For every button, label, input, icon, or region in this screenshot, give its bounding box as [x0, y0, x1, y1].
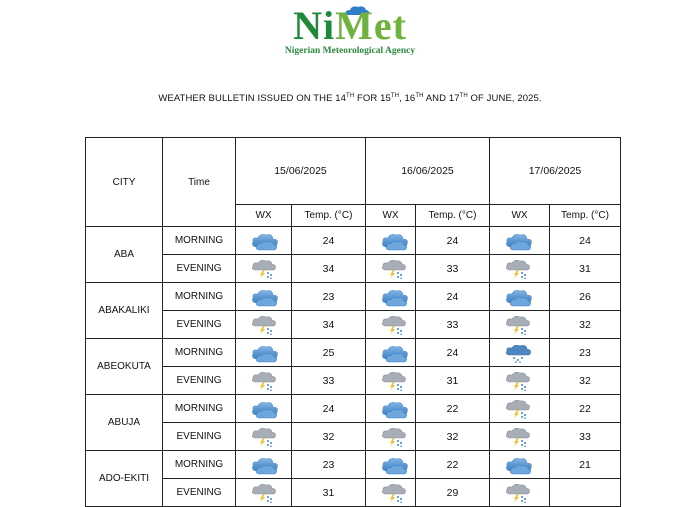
city-name: ABAKALIKI [86, 283, 163, 339]
date-header: 17/06/2025 [490, 138, 621, 205]
forecast-table [85, 137, 621, 507]
temperature-value: 25 [292, 339, 366, 367]
weather-cell [366, 255, 416, 283]
weather-cell [236, 479, 292, 507]
weather-cell [490, 367, 550, 395]
wx-column-header: WX [366, 205, 416, 227]
cloudy-icon [236, 287, 291, 307]
cloudy-icon [366, 399, 415, 419]
city-name: ABA [86, 227, 163, 283]
temperature-value: 24 [292, 395, 366, 423]
weather-cell [366, 283, 416, 311]
ordinal-suffix: TH [390, 93, 400, 99]
temperature-value: 26 [550, 283, 621, 311]
weather-cell [366, 479, 416, 507]
temp-column-header: Temp. (°C) [550, 205, 621, 227]
wx-column-header: WX [490, 205, 550, 227]
temperature-value: 31 [292, 479, 366, 507]
weather-cell [366, 451, 416, 479]
temperature-value: 31 [550, 255, 621, 283]
logo-wordmark: NiMet [293, 3, 407, 48]
temperature-value: 32 [550, 367, 621, 395]
ordinal-suffix: TH [459, 93, 468, 99]
temperature-value: 34 [292, 255, 366, 283]
table-row [86, 367, 621, 395]
weather-cell [236, 367, 292, 395]
temperature-value: 32 [292, 423, 366, 451]
nimet-logo [0, 0, 700, 62]
table-row [86, 227, 621, 255]
weather-cell [490, 395, 550, 423]
wx-column-header: WX [236, 205, 292, 227]
weather-cell [366, 367, 416, 395]
time-of-day: EVENING [163, 479, 236, 507]
weather-cell [490, 479, 550, 507]
bulletin-text: FOR 15 [354, 93, 391, 105]
weather-cell [490, 339, 550, 367]
time-of-day: EVENING [163, 311, 236, 339]
weather-cell [236, 451, 292, 479]
cloudy-icon [236, 455, 291, 475]
temperature-value: 32 [416, 423, 490, 451]
time-of-day: MORNING [163, 395, 236, 423]
temperature-value: 33 [416, 311, 490, 339]
temperature-value: 32 [550, 311, 621, 339]
bulletin-title [0, 93, 700, 104]
thunderstorm-icon [236, 427, 291, 447]
city-name: ADO-EKITI [86, 451, 163, 507]
cloudy-icon [236, 399, 291, 419]
temperature-value [550, 479, 621, 507]
bulletin-text: , 16 [399, 93, 416, 105]
bulletin-text: AND 17 [423, 93, 460, 105]
table-row [86, 311, 621, 339]
table-row [86, 255, 621, 283]
temperature-value: 33 [292, 367, 366, 395]
temperature-value: 24 [416, 227, 490, 255]
time-of-day: EVENING [163, 423, 236, 451]
thunderstorm-icon [490, 259, 549, 279]
time-of-day: MORNING [163, 283, 236, 311]
rain-icon [490, 343, 549, 363]
temperature-value: 33 [550, 423, 621, 451]
table-row [86, 339, 621, 367]
weather-cell [490, 283, 550, 311]
bulletin-text: OF JUNE, 2025. [467, 93, 542, 105]
weather-cell [490, 255, 550, 283]
temperature-value: 24 [550, 227, 621, 255]
cloudy-icon [236, 231, 291, 251]
cloudy-icon [366, 231, 415, 251]
weather-cell [236, 255, 292, 283]
thunderstorm-icon [236, 315, 291, 335]
weather-cell [236, 311, 292, 339]
temperature-value: 22 [416, 395, 490, 423]
table-row [86, 451, 621, 479]
cloudy-icon [490, 231, 549, 251]
ordinal-suffix: TH [346, 93, 355, 99]
cloudy-icon [366, 343, 415, 363]
temperature-value: 22 [550, 395, 621, 423]
thunderstorm-icon [490, 371, 549, 391]
table-row [86, 283, 621, 311]
weather-cell [366, 339, 416, 367]
temperature-value: 33 [416, 255, 490, 283]
thunderstorm-icon [236, 259, 291, 279]
time-of-day: MORNING [163, 451, 236, 479]
weather-cell [366, 395, 416, 423]
table-row [86, 395, 621, 423]
thunderstorm-icon [490, 315, 549, 335]
table-row [86, 479, 621, 507]
weather-cell [366, 227, 416, 255]
cloudy-icon [490, 455, 549, 475]
date-header: 16/06/2025 [366, 138, 490, 205]
temperature-value: 29 [416, 479, 490, 507]
agency-name: Nigerian Meteorological Agency [284, 46, 416, 56]
date-header: 15/06/2025 [236, 138, 366, 205]
time-of-day: MORNING [163, 339, 236, 367]
cloudy-icon [366, 287, 415, 307]
time-of-day: MORNING [163, 227, 236, 255]
city-name: ABEOKUTA [86, 339, 163, 395]
weather-cell [490, 423, 550, 451]
weather-cell [236, 395, 292, 423]
time-of-day: EVENING [163, 255, 236, 283]
weather-cell [490, 227, 550, 255]
temperature-value: 23 [550, 339, 621, 367]
temperature-value: 22 [416, 451, 490, 479]
thunderstorm-icon [366, 315, 415, 335]
temp-column-header: Temp. (°C) [416, 205, 490, 227]
thunderstorm-icon [366, 259, 415, 279]
time-of-day: EVENING [163, 367, 236, 395]
temperature-value: 24 [416, 283, 490, 311]
cloudy-icon [236, 343, 291, 363]
weather-cell [236, 227, 292, 255]
weather-cell [236, 423, 292, 451]
temperature-value: 23 [292, 451, 366, 479]
ordinal-suffix: TH [415, 93, 424, 99]
temp-column-header: Temp. (°C) [292, 205, 366, 227]
weather-cell [490, 311, 550, 339]
temperature-value: 24 [292, 227, 366, 255]
cloudy-icon [366, 455, 415, 475]
table-row [86, 423, 621, 451]
temperature-value: 21 [550, 451, 621, 479]
weather-cell [366, 311, 416, 339]
bulletin-text: WEATHER BULLETIN ISSUED ON THE 14 [158, 93, 347, 105]
cloudy-icon [490, 287, 549, 307]
weather-cell [236, 283, 292, 311]
temperature-value: 23 [292, 283, 366, 311]
weather-cell [236, 339, 292, 367]
thunderstorm-icon [236, 371, 291, 391]
thunderstorm-icon [366, 427, 415, 447]
city-name: ABUJA [86, 395, 163, 451]
thunderstorm-icon [490, 427, 549, 447]
city-column-header: CITY [86, 138, 163, 227]
time-column-header: Time [163, 138, 236, 227]
thunderstorm-icon [366, 371, 415, 391]
thunderstorm-icon [490, 399, 549, 419]
temperature-value: 31 [416, 367, 490, 395]
weather-cell [490, 451, 550, 479]
temperature-value: 24 [416, 339, 490, 367]
weather-cell [366, 423, 416, 451]
temperature-value: 34 [292, 311, 366, 339]
